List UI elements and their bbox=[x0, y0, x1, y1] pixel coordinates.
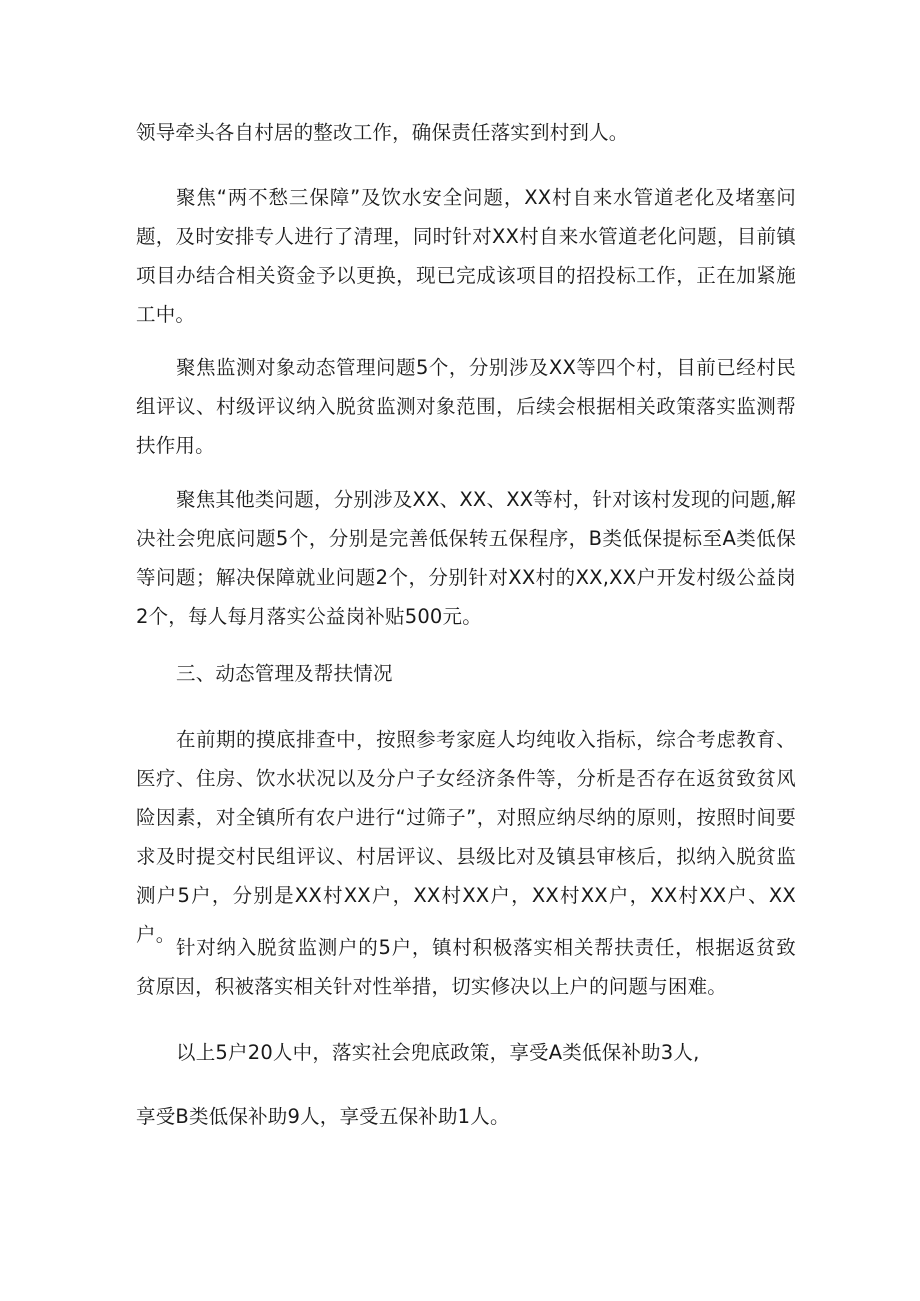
paragraph-continuation: 领导牵头各自村居的整改工作，确保责任落实到村到人。 bbox=[136, 121, 629, 144]
paragraph-water-safety: 聚焦“两不愁三保障”及饮水安全问题，XX村自来水管道老化及堵塞问题，及时安排专人进行了清理，同时针对XX村自来水管道老化问题，目前镇项目办结合相关资金予以更换，现已完成该项目的招投标工作，正在加紧施工中。 bbox=[136, 186, 796, 326]
paragraph-summary-line1: 以上5户20人中，落实社会兜底政策，享受A类低保补助3人, bbox=[176, 1041, 700, 1064]
paragraph-monitoring-objects: 聚焦监测对象动态管理问题5个，分别涉及XX等四个村，目前已经村民组评议、村级评议纳入脱贫监测对象范围，后续会根据相关政策落实监测帮扶作用。 bbox=[136, 356, 796, 457]
paragraph-screening: 在前期的摸底排查中，按照参考家庭人均纯收入指标，综合考虑教育、医疗、住房、饮水状况以及分户子女经济条件等，分析是否存在返贫致贫风险因素，对全镇所有农户进行“过筛子”，对照应纳尽纳的原则，按照时间要求及时提交村民组评议、村居评议、县级比对及镇县审核后，拟纳入脱贫监测户5户，分别是XX村XX户，XX村XX户，XX村XX户，XX村XX户、XX户。 bbox=[136, 728, 796, 946]
section-heading: 三、动态管理及帮扶情况 bbox=[176, 662, 393, 685]
paragraph-summary-line2: 享受B类低保补助9人，享受五保补助1人。 bbox=[136, 1105, 510, 1128]
paragraph-other-issues: 聚焦其他类问题，分别涉及XX、XX、XX等村，针对该村发现的问题,解决社会兜底问题5个，分别是完善低保转五保程序，B类低保提标至A类低保等问题；解决保障就业问题2个，分别针对XX村的XX,XX户开发村级公益岗2个，每人每月落实公益岗补贴500元。 bbox=[136, 488, 796, 628]
paragraph-assistance: 针对纳入脱贫监测户的5户，镇村积极落实相关帮扶责任，根据返贫致贫原因，积被落实相关针对性举措，切实修决以上户的问题与困难。 bbox=[136, 936, 796, 998]
